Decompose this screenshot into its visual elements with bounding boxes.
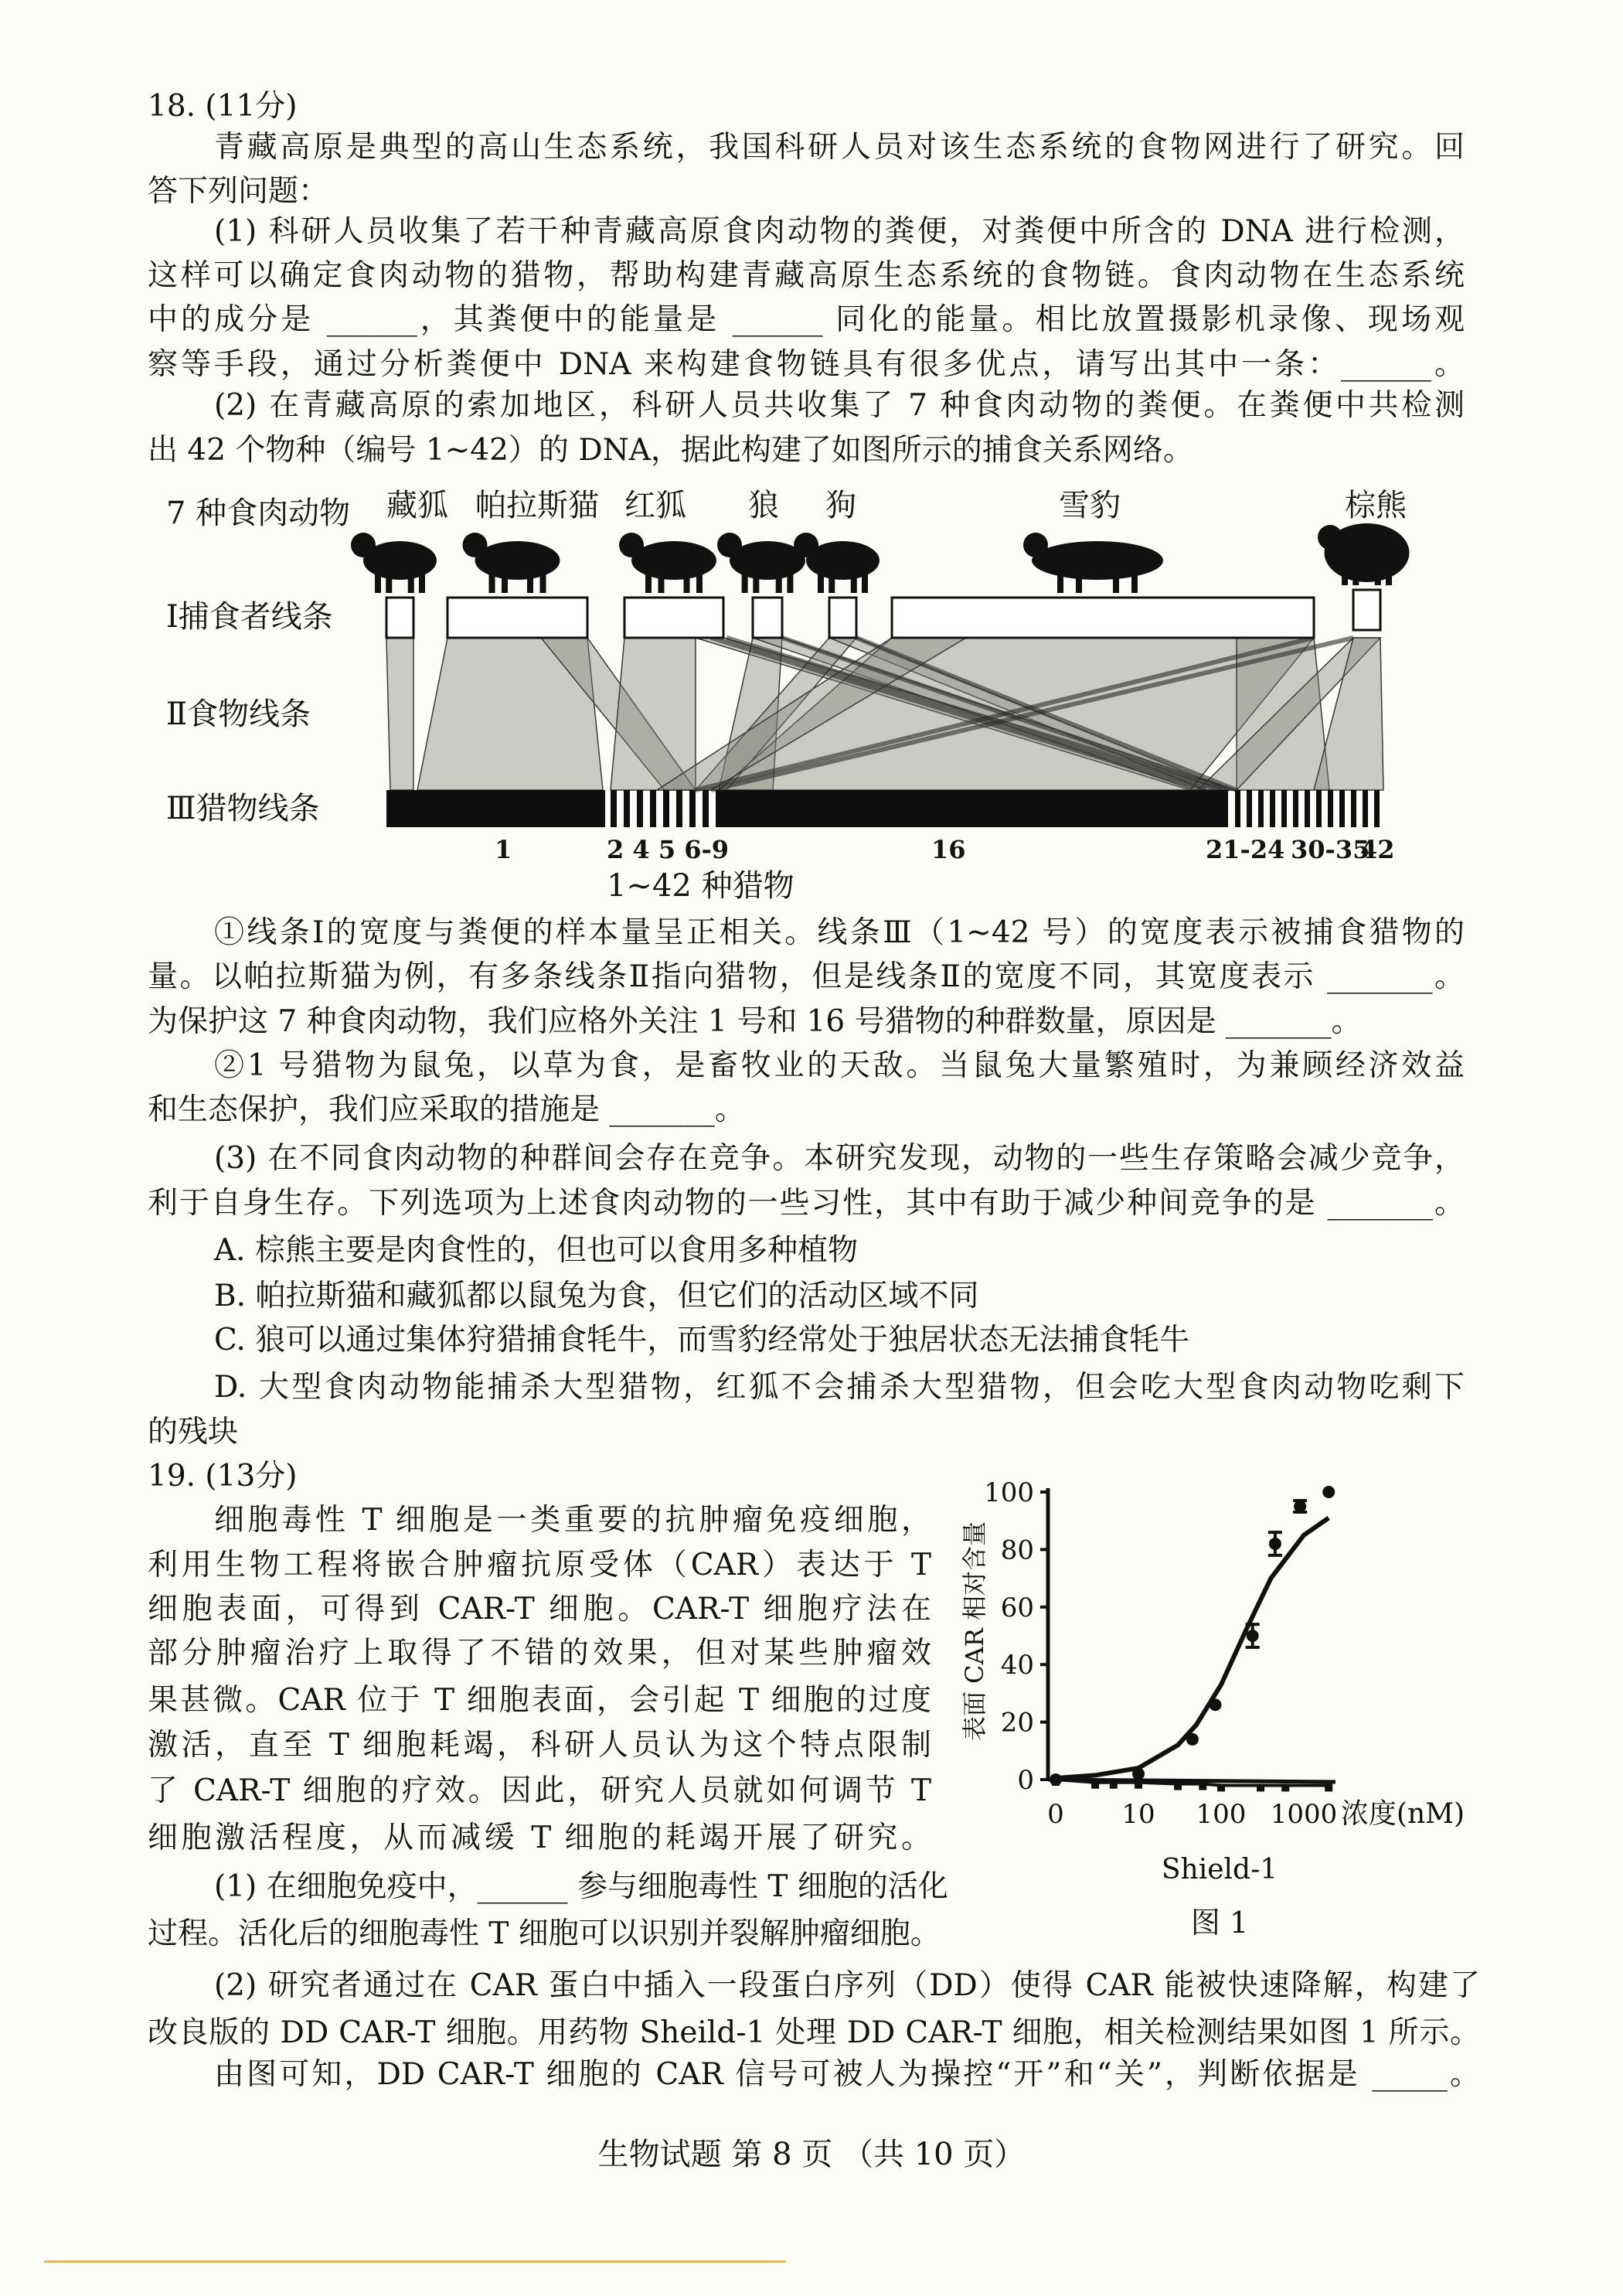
text-line: 过程。活化后的细胞毒性 T 细胞可以识别并裂解肿瘤细胞。 (148, 1916, 941, 1952)
text-line: 由图可知，DD CAR-T 细胞的 CAR 信号可被人为操控“开”和“关”，判断依据是 _____。 (214, 2056, 1480, 2092)
question-header: 19. (13分) (148, 1459, 298, 1494)
text-line: 中的成分是 ______，其粪便中的能量是 ______ 同化的能量。相比放置摄影机录像、现场观 (148, 302, 1465, 338)
x-tick-label: 10 (1121, 1799, 1155, 1830)
control-point (1217, 1783, 1225, 1791)
figure-caption: 1~42 种猎物 (607, 868, 794, 904)
row-label: Ⅱ食物线条 (166, 697, 311, 732)
text-line: 利用生物工程将嵌合肿瘤抗原受体（CAR）表达于 T (148, 1547, 931, 1582)
predator-name: 帕拉斯猫 (475, 488, 599, 523)
data-point (1050, 1773, 1062, 1786)
y-tick-label: 60 (1000, 1592, 1034, 1623)
text-line: (1) 在细胞免疫中，______ 参与细胞毒性 T 细胞的活化 (214, 1868, 948, 1904)
text-line: ①线条Ⅰ的宽度与粪便的样本量呈正相关。线条Ⅲ（1~42 号）的宽度表示被捕食猎物的 (214, 915, 1465, 951)
x-axis-label: 浓度(nM) (1340, 1798, 1465, 1830)
text-line: 量。以帕拉斯猫为例，有多条线条Ⅱ指向猎物，但是线条Ⅱ的宽度不同，其宽度表示 _______。 (148, 959, 1465, 995)
row-label: Ⅰ捕食者线条 (166, 599, 333, 635)
control-point (1110, 1781, 1118, 1789)
prey-label: 30-35 (1291, 835, 1370, 864)
text-line: C. 狼可以通过集体狩猎捕食牦牛，而雪豹经常处于独居状态无法捕食牦牛 (214, 1323, 1190, 1358)
text-line: (1) 科研人员收集了若干种青藏高原食肉动物的粪便，对粪便中所含的 DNA 进行检测， (214, 213, 1465, 249)
row-label: Ⅲ猎物线条 (166, 791, 320, 826)
bottom-rule (44, 2260, 786, 2263)
text-line: 出 42 个物种（编号 1~42）的 DNA，据此构建了如图所示的捕食关系网络。 (148, 432, 1193, 468)
data-point (1132, 1768, 1145, 1780)
text-line: 青藏高原是典型的高山生态系统，我国科研人员对该生态系统的食物网进行了研究。回 (214, 130, 1465, 165)
prey-label: 21-24 (1206, 835, 1285, 864)
y-tick-label: 20 (1000, 1707, 1034, 1739)
predator-name: 狼 (748, 488, 779, 523)
control-point (1199, 1783, 1206, 1790)
control-point (1135, 1781, 1142, 1789)
text-line: 了 CAR-T 细胞的疗效。因此，研究人员就如何调节 T (148, 1773, 931, 1808)
text-line: 细胞激活程度，从而减缓 T 细胞的耗竭开展了研究。 (148, 1820, 931, 1855)
text-line: ②1 号猎物为鼠兔，以草为食，是畜牧业的天敌。当鼠兔大量繁殖时，为兼顾经济效益 (214, 1048, 1465, 1084)
data-point (1186, 1733, 1199, 1746)
text-line: 答下列问题： (148, 174, 329, 210)
text-line: 和生态保护，我们应采取的措施是 _______。 (148, 1092, 745, 1128)
text-line: 改良版的 DD CAR-T 细胞。用药物 Sheild-1 处理 DD CAR-T 细胞，相关检测结果如图 1 所示。 (148, 2015, 1480, 2051)
predator-name: 棕熊 (1345, 488, 1407, 523)
x-tick-label: 0 (1047, 1799, 1064, 1830)
control-point (1091, 1781, 1099, 1789)
text-line: 部分肿瘤治疗上取得了不错的效果，但对某些肿瘤效 (148, 1636, 931, 1671)
text-line: 激活，直至 T 细胞耗竭，科研人员认为这个特点限制 (148, 1727, 931, 1763)
predator-name: 雪豹 (1059, 488, 1121, 523)
x-tick-label: 100 (1196, 1799, 1247, 1830)
text-line: 细胞表面，可得到 CAR-T 细胞。CAR-T 细胞疗法在 (148, 1591, 931, 1627)
control-point (1257, 1783, 1264, 1791)
y-axis-label: 表面 CAR 相对含量 (960, 1521, 989, 1742)
text-line: 细胞毒性 T 细胞是一类重要的抗肿瘤免疫细胞， (214, 1503, 931, 1538)
text-line: 察等手段，通过分析粪便中 DNA 来构建食物链具有很多优点，请写出其中一条：______。 (148, 346, 1465, 382)
control-point (1281, 1783, 1289, 1791)
text-line: 利于自身生存。下列选项为上述食肉动物的一些习性，其中有助于减少种间竞争的是 _______。 (148, 1185, 1465, 1221)
text-line: D. 大型食肉动物能捕杀大型猎物，红狐不会捕杀大型猎物，但会吃大型食肉动物吃剩下 (214, 1370, 1465, 1405)
text-line: 果甚微。CAR 位于 T 细胞表面，会引起 T 细胞的过度 (148, 1683, 931, 1719)
predator-name: 藏狐 (386, 488, 448, 523)
text-line: 为保护这 7 种食肉动物，我们应格外关注 1 号和 16 号猎物的种群数量，原因是 _______。 (148, 1003, 1362, 1039)
data-point (1322, 1486, 1335, 1498)
y-tick-label: 40 (1000, 1650, 1034, 1681)
prey-label: 1 (495, 835, 512, 864)
chart-title: 图 1 (1190, 1906, 1249, 1940)
text-line: 这样可以确定食肉动物的猎物，帮助构建青藏高原生态系统的食物链。食肉动物在生态系统 (148, 258, 1465, 294)
page-footer: 生物试题 第 8 页 （共 10 页） (597, 2137, 1026, 2172)
control-point (1325, 1783, 1332, 1791)
predator-name: 狗 (825, 488, 856, 523)
text-line: (3) 在不同食肉动物的种群间会存在竞争。本研究发现，动物的一些生存策略会减少竞争， (214, 1141, 1465, 1177)
y-tick-label: 80 (1000, 1535, 1034, 1566)
data-point (1209, 1698, 1221, 1711)
control-point (1174, 1783, 1182, 1790)
text-line: A. 棕熊主要是肉食性的，但也可以食用多种植物 (214, 1232, 858, 1268)
prey-label: 16 (931, 835, 966, 864)
y-tick-label: 100 (984, 1477, 1034, 1508)
figure-header: 7 种食肉动物 (166, 496, 351, 531)
predator-name: 红狐 (624, 488, 686, 523)
text-line: 的残块 (148, 1414, 239, 1449)
prey-label: 2 4 5 6-9 (607, 835, 730, 864)
text-line: B. 帕拉斯猫和藏狐都以鼠兔为食，但它们的活动区域不同 (214, 1278, 979, 1313)
y-tick-label: 0 (1017, 1765, 1034, 1796)
x-tick-label: 1000 (1270, 1799, 1338, 1830)
x-axis-sublabel: Shield-1 (1161, 1854, 1278, 1886)
text-line: (2) 在青藏高原的索加地区，科研人员共收集了 7 种食肉动物的粪便。在粪便中共检测 (214, 388, 1465, 424)
prey-label: 42 (1360, 835, 1395, 864)
question-header: 18. (11分) (148, 88, 298, 124)
text-line: (2) 研究者通过在 CAR 蛋白中插入一段蛋白序列（DD）使得 CAR 能被快速降解，构建了 (214, 1967, 1480, 2003)
